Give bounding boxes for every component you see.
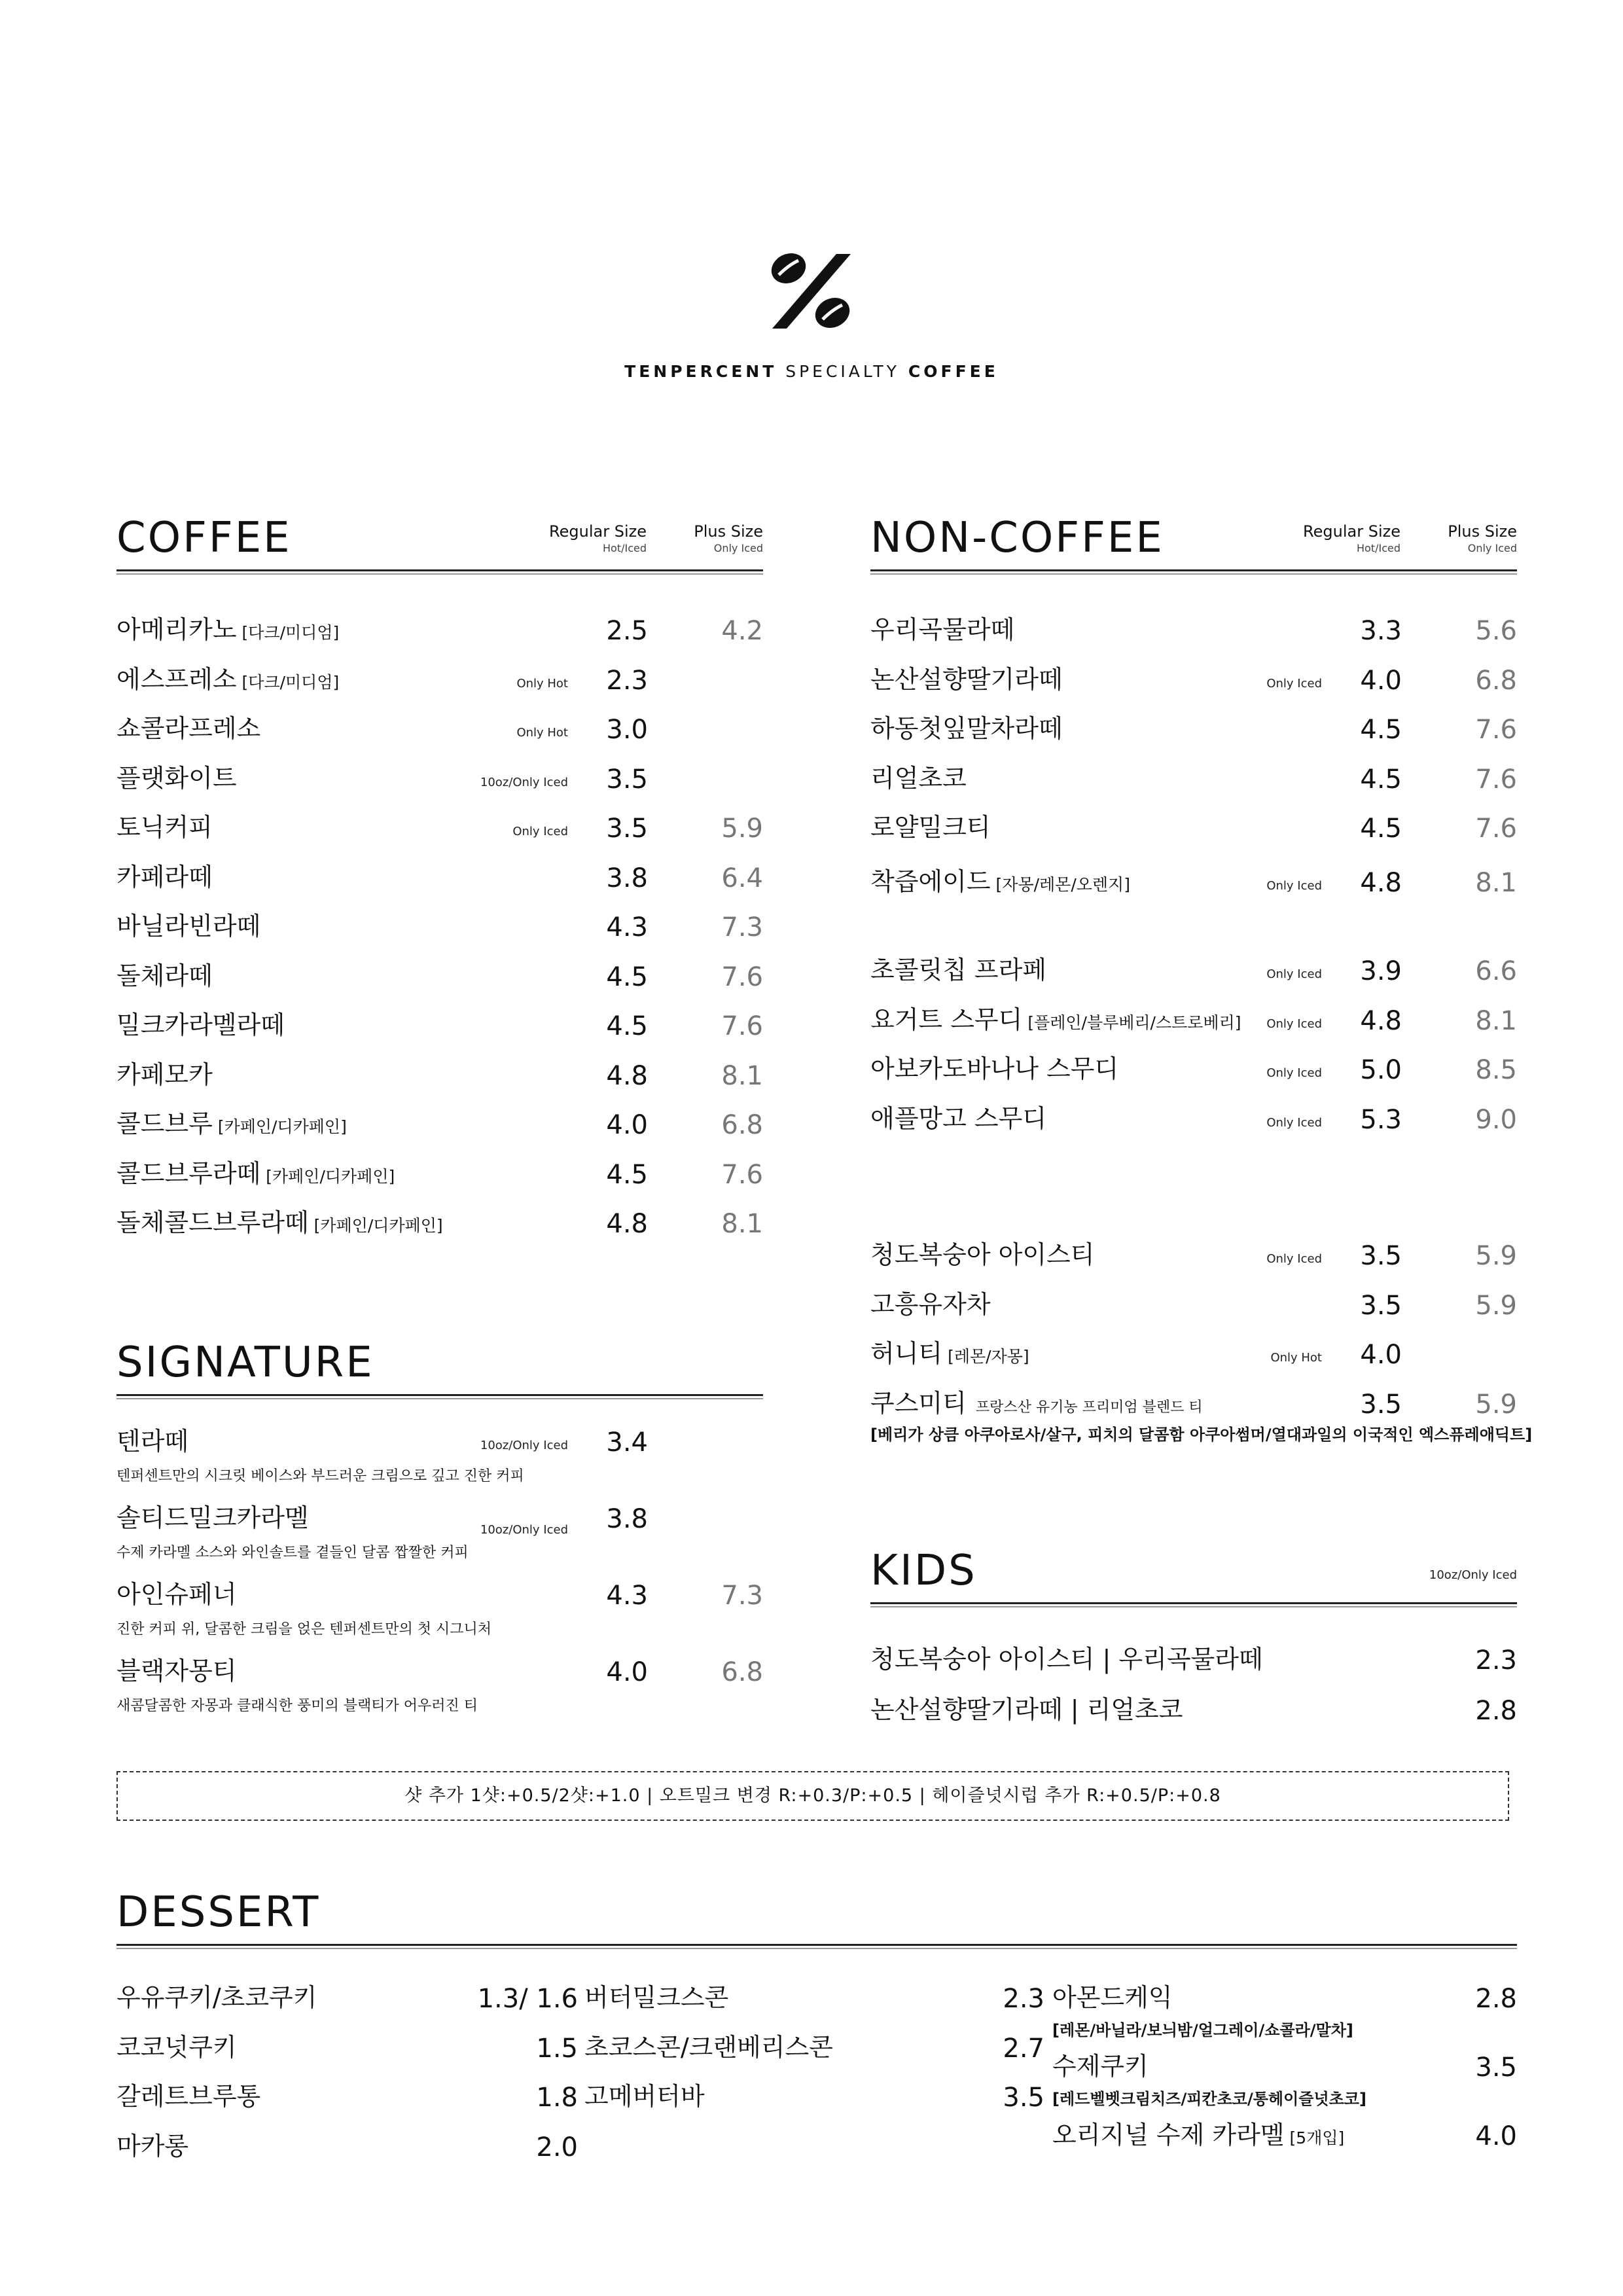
item-name — [116, 1060, 213, 1090]
menu-item[interactable] — [116, 1208, 763, 1247]
item-name — [116, 1427, 188, 1457]
menu-item[interactable] — [116, 665, 763, 704]
regular-price: 4.0 — [1360, 1340, 1402, 1370]
menu-item[interactable] — [870, 1104, 1517, 1143]
menu-item[interactable] — [116, 1657, 763, 1714]
item-name-text: 코코넛쿠키 — [116, 2032, 237, 2062]
item-name — [116, 1011, 285, 1041]
regular-price: 2.5 — [606, 616, 648, 646]
item-name-text: 콜드브루 — [116, 1109, 213, 1138]
item-option: [플레인/블루베리/스트로베리] — [1027, 1013, 1241, 1032]
menu-item[interactable] — [870, 956, 1517, 995]
item-name-text: 초코스콘/크랜베리스콘 — [584, 2032, 833, 2062]
menu-item[interactable] — [116, 1011, 763, 1050]
menu-item[interactable] — [870, 1240, 1517, 1280]
plus-price: 7.6 — [721, 961, 763, 992]
item-name-text: 허니티 — [870, 1339, 943, 1368]
extras-text: 샷 추가 1샷:+0.5/2샷:+1.0 | 오트밀크 변경 R:+0.3/P:+0.5 | 헤이즐넛시럽 추가 R:+0.5/P:+0.8 — [404, 1785, 1221, 1806]
regular-price: 4.8 — [606, 1209, 648, 1239]
item-name — [870, 1290, 991, 1320]
plus-price: 7.3 — [721, 912, 763, 942]
item-options-note: [레몬/바닐라/보늬밤/얼그레이/쇼콜라/말차] — [1052, 2021, 1353, 2039]
item-name-text: 돌체콜드브루라떼 — [116, 1208, 309, 1237]
menu-item[interactable] — [870, 1054, 1517, 1094]
item-option: [다크/미디엄] — [241, 623, 340, 642]
plus-price: 6.6 — [1475, 956, 1517, 986]
menu-item[interactable] — [116, 764, 763, 803]
menu-item[interactable] — [870, 665, 1517, 704]
plus-price: 7.6 — [721, 1159, 763, 1190]
item-note: Only Iced — [1266, 967, 1322, 981]
item-name-text: 토닉커피 — [116, 813, 213, 842]
regular-price: 3.5 — [1360, 1241, 1402, 1271]
item-option: [카페인/디카페인] — [217, 1117, 347, 1136]
dessert-item[interactable] — [1052, 1983, 1517, 2039]
item-name — [870, 813, 991, 843]
item-name — [870, 764, 967, 794]
item-name — [116, 912, 260, 942]
item-options-note: [레드벨벳크림치즈/피칸초코/통헤이즐넛초코] — [1052, 2090, 1366, 2108]
dessert-item[interactable] — [116, 2082, 578, 2121]
regular-price: 3.5 — [606, 814, 648, 844]
dessert-price: 3.5 — [1475, 2053, 1517, 2083]
section-title: COFFEE — [116, 514, 292, 562]
item-name-text: 하동첫잎말차라떼 — [870, 714, 1063, 743]
dessert-price: 3.5 — [1003, 2083, 1044, 2113]
item-name — [116, 1109, 347, 1139]
item-note: Only Hot — [516, 726, 568, 740]
item-name — [116, 2132, 188, 2162]
item-name — [870, 1389, 1203, 1419]
item-name: 청도복숭아 아이스티 | 우리곡물라떼 — [870, 1645, 1263, 1674]
regular-price: 3.4 — [606, 1427, 648, 1458]
item-name-text: 카페모카 — [116, 1060, 213, 1089]
item-note: Only Iced — [1266, 1066, 1322, 1080]
item-name — [116, 813, 213, 843]
item-name — [116, 863, 213, 893]
plus-price: 8.1 — [721, 1209, 763, 1239]
regular-price: 3.5 — [1360, 1290, 1402, 1321]
item-name-text: 쿠스미티 — [870, 1388, 967, 1418]
item-name — [870, 867, 1130, 897]
kids-item[interactable] — [870, 1695, 1517, 1734]
item-name — [1052, 2121, 1344, 2151]
item-name — [116, 2082, 260, 2112]
menu-item[interactable] — [116, 1159, 763, 1198]
menu-item[interactable] — [870, 1290, 1517, 1329]
item-name — [116, 1503, 309, 1534]
menu-item[interactable] — [116, 1503, 763, 1561]
item-name — [1052, 1983, 1173, 2013]
item-name-text: 고메버터바 — [584, 2082, 705, 2111]
menu-item[interactable] — [870, 813, 1517, 852]
item-name — [116, 961, 213, 992]
item-name-text: 아몬드케익 — [1052, 1983, 1173, 2012]
plus-price: 8.5 — [1475, 1055, 1517, 1085]
plus-price: 5.9 — [721, 814, 763, 844]
menu-item[interactable] — [870, 867, 1517, 906]
plus-price: 5.9 — [1475, 1290, 1517, 1321]
plus-price: 8.1 — [721, 1060, 763, 1091]
item-name — [116, 1657, 237, 1687]
plus-price: 6.8 — [721, 1110, 763, 1140]
menu-item[interactable] — [116, 615, 763, 655]
item-name — [116, 665, 339, 695]
coffee-section — [116, 514, 763, 1257]
kids-item[interactable] — [870, 1645, 1517, 1684]
item-option: [5개입] — [1289, 2128, 1345, 2147]
menu-item[interactable] — [116, 961, 763, 1001]
kusmi-note: [베리가 상큼 아쿠아로사/살구, 피치의 달콤함 아쿠아썸머/열대과일의 이국적인 엑스퓨레애딕트] — [870, 1426, 1533, 1444]
item-name-text: 바닐라빈라떼 — [116, 912, 261, 941]
item-name-text: 고흥유자차 — [870, 1289, 991, 1319]
item-note: Only Iced — [1266, 1016, 1322, 1031]
regular-price: 5.0 — [1360, 1055, 1402, 1085]
plus-price: 6.8 — [1475, 665, 1517, 696]
item-name — [1052, 2052, 1149, 2082]
section-rule — [116, 1394, 763, 1399]
item-name — [584, 2033, 833, 2063]
menu-item[interactable] — [870, 714, 1517, 753]
item-option: [레몬/자몽] — [948, 1347, 1029, 1366]
item-note: Only Iced — [1266, 1115, 1322, 1130]
item-option: [카페인/디카페인] — [313, 1216, 443, 1235]
regular-price: 4.8 — [1360, 1005, 1402, 1036]
plus-price: 4.2 — [721, 616, 763, 646]
dessert-price: 2.0 — [536, 2132, 578, 2162]
item-name — [870, 956, 1046, 986]
regular-price: 5.3 — [1360, 1104, 1402, 1135]
kids-note: 10oz/Only Iced — [1429, 1568, 1517, 1582]
menu-item[interactable] — [116, 912, 763, 951]
menu-item[interactable] — [870, 1005, 1517, 1045]
regular-size-header: Regular Size Hot/Iced — [1303, 522, 1400, 554]
item-name-text: 아메리카노 — [116, 615, 237, 644]
dessert-section — [116, 1888, 1517, 2179]
regular-price: 4.5 — [606, 1011, 648, 1041]
section-title: DESSERT — [116, 1888, 321, 1937]
item-name-text: 돌체라떼 — [116, 961, 213, 990]
item-name-text: 청도복숭아 아이스티 — [870, 1240, 1095, 1269]
item-name-text: 블랙자몽티 — [116, 1657, 237, 1685]
regular-price: 4.5 — [606, 1159, 648, 1190]
regular-price: 4.8 — [1360, 868, 1402, 898]
plus-price: 7.6 — [721, 1011, 763, 1041]
item-name-text: 솔티드밀크카라멜 — [116, 1503, 309, 1532]
regular-price: 4.5 — [1360, 715, 1402, 745]
plus-price: 8.1 — [1475, 868, 1517, 898]
plus-size-header: Plus Size Only Iced — [694, 522, 763, 554]
regular-price: 4.0 — [606, 1657, 648, 1687]
item-name-text: 아인슈페너 — [116, 1580, 237, 1609]
item-note: Only Hot — [1270, 1351, 1322, 1365]
plus-price: 5.9 — [1475, 1389, 1517, 1420]
item-name-text: 밀크카라멜라떼 — [116, 1011, 285, 1039]
regular-price: 4.3 — [606, 1581, 648, 1611]
plus-price: 6.4 — [721, 863, 763, 893]
dessert-item[interactable] — [116, 2032, 578, 2072]
menu-item[interactable] — [116, 1109, 763, 1149]
menu-item[interactable] — [116, 863, 763, 902]
dessert-price: 1.5 — [536, 2033, 578, 2064]
regular-price: 3.5 — [606, 764, 648, 795]
item-name — [116, 1159, 395, 1189]
item-name-text: 버터밀크스콘 — [584, 1983, 729, 2012]
item-name-text: 플랫화이트 — [116, 763, 237, 793]
item-name — [870, 615, 1014, 645]
menu-item[interactable] — [116, 813, 763, 852]
item-name — [870, 1104, 1046, 1134]
extras-box — [116, 1771, 1509, 1821]
regular-size-header: Regular Size Hot/Iced — [549, 522, 647, 554]
section-rule — [870, 1602, 1517, 1607]
dessert-price: 2.7 — [1003, 2033, 1044, 2064]
menu-item[interactable] — [116, 1427, 763, 1484]
plus-price: 5.6 — [1475, 616, 1517, 646]
item-name-text: 초콜릿칩 프라페 — [870, 956, 1047, 984]
item-description: 새콤달콤한 자몽과 클래식한 풍미의 블랙티가 어우러진 티 — [116, 1698, 478, 1714]
kids-price: 2.3 — [1475, 1645, 1517, 1676]
item-note: Only Iced — [1266, 1252, 1322, 1266]
item-note: 10oz/Only Iced — [480, 775, 568, 789]
menu-item[interactable] — [116, 1060, 763, 1100]
regular-price: 3.8 — [606, 1504, 648, 1534]
plus-price: 6.8 — [721, 1657, 763, 1687]
plus-price: 7.6 — [1475, 764, 1517, 795]
item-name-text: 에스프레소 — [116, 664, 237, 694]
item-name-text: 논산설향딸기라떼 — [870, 664, 1063, 694]
noncoffee-section — [870, 514, 1533, 1466]
item-name — [116, 764, 237, 794]
item-name — [116, 1208, 443, 1238]
item-name — [116, 714, 260, 744]
item-note: Only Hot — [516, 676, 568, 691]
menu-item[interactable] — [870, 1339, 1517, 1378]
item-name-text: 텐라떼 — [116, 1427, 189, 1456]
plus-price: 7.6 — [1475, 715, 1517, 745]
item-name — [870, 714, 1063, 744]
item-note: 10oz/Only Iced — [480, 1439, 568, 1452]
dessert-price: 2.8 — [1475, 1984, 1517, 2014]
dessert-item[interactable] — [116, 1983, 578, 2022]
regular-price: 4.0 — [606, 1110, 648, 1140]
item-note: Only Iced — [512, 825, 568, 838]
item-name-text: 로얄밀크티 — [870, 813, 991, 842]
item-name-text: 우리곡물라떼 — [870, 615, 1015, 644]
item-name-text: 수제쿠키 — [1052, 2052, 1149, 2081]
section-rule — [870, 569, 1517, 575]
item-name-text: 착즙에이드 — [870, 867, 991, 896]
item-name-text: 마카롱 — [116, 2131, 189, 2161]
item-option: 프랑스산 유기농 프리미엄 블렌드 티 — [975, 1399, 1203, 1416]
regular-price: 2.3 — [606, 665, 648, 696]
plus-price: 5.9 — [1475, 1241, 1517, 1271]
item-note: Only Iced — [1266, 676, 1322, 691]
dessert-item[interactable] — [584, 2082, 1043, 2121]
item-name — [584, 2082, 705, 2112]
percent-coffee-bean-logo-icon — [759, 249, 864, 334]
item-option: [다크/미디엄] — [241, 672, 340, 692]
dessert-price: 2.3 — [1003, 1984, 1044, 2014]
item-name-text: 갈레트브루통 — [116, 2082, 261, 2111]
section-rule — [116, 569, 763, 575]
brand-name: TENPERCENT SPECIALTY COFFEE — [624, 362, 999, 381]
regular-price: 4.5 — [606, 961, 648, 992]
regular-price: 4.5 — [1360, 814, 1402, 844]
section-title: SIGNATURE — [116, 1338, 374, 1387]
regular-price: 4.8 — [606, 1060, 648, 1091]
regular-price: 3.0 — [606, 715, 648, 745]
item-name — [584, 1983, 728, 2013]
item-name-text: 요거트 스무디 — [870, 1005, 1023, 1034]
regular-price: 4.0 — [1360, 665, 1402, 696]
item-description: 수제 카라멜 소스와 와인솔트를 곁들인 달콤 짭짤한 커피 — [116, 1545, 469, 1561]
item-name-text: 아보카도바나나 스무디 — [870, 1054, 1119, 1083]
item-note: 10oz/Only Iced — [480, 1523, 568, 1537]
dessert-item[interactable] — [584, 2033, 1043, 2072]
menu-item[interactable] — [116, 1580, 763, 1638]
dessert-price: 4.0 — [1475, 2121, 1517, 2151]
plus-price: 7.6 — [1475, 814, 1517, 844]
item-name — [116, 1983, 317, 2013]
item-option: [자몽/레몬/오렌지] — [995, 875, 1130, 894]
signature-section — [116, 1338, 763, 1734]
regular-price: 3.3 — [1360, 616, 1402, 646]
kids-price: 2.8 — [1475, 1696, 1517, 1726]
item-name-text: 콜드브루라떼 — [116, 1158, 261, 1188]
dessert-item[interactable] — [116, 2131, 578, 2171]
item-name: 논산설향딸기라떼 | 리얼초코 — [870, 1695, 1183, 1724]
item-name-text: 카페라떼 — [116, 862, 213, 891]
dessert-item[interactable] — [584, 1983, 1043, 2022]
section-rule — [116, 1944, 1517, 1949]
item-name — [116, 615, 339, 645]
section-title: NON-COFFEE — [870, 514, 1164, 562]
plus-price: 9.0 — [1475, 1104, 1517, 1135]
item-option: [카페인/디카페인] — [266, 1166, 395, 1186]
item-description: 진한 커피 위, 달콤한 크림을 얹은 텐퍼센트만의 첫 시그니처 — [116, 1621, 491, 1638]
dessert-item[interactable] — [1052, 2052, 1517, 2108]
plus-price: 7.3 — [721, 1581, 763, 1611]
dessert-price: 1.8 — [536, 2083, 578, 2113]
item-name-text: 애플망고 스무디 — [870, 1103, 1047, 1133]
regular-price: 3.8 — [606, 863, 648, 893]
item-name-text: 리얼초코 — [870, 763, 967, 793]
item-name-text: 우유쿠키/초코쿠키 — [116, 1983, 317, 2012]
regular-price: 3.9 — [1360, 956, 1402, 986]
item-name — [870, 1054, 1118, 1085]
item-name — [870, 1240, 1094, 1270]
dessert-item[interactable] — [1052, 2121, 1517, 2160]
item-name-text: 쇼콜라프레소 — [116, 714, 261, 743]
regular-price: 3.5 — [1360, 1389, 1402, 1420]
item-name — [870, 1339, 1029, 1369]
kids-section — [870, 1547, 1517, 1740]
regular-price: 4.5 — [1360, 764, 1402, 795]
item-description: 텐퍼센트만의 시크릿 베이스와 부드러운 크림으로 깊고 진한 커피 — [116, 1468, 524, 1484]
menu-item[interactable] — [870, 615, 1517, 655]
menu-item[interactable] — [116, 714, 763, 753]
regular-price: 4.3 — [606, 912, 648, 942]
item-note: Only Iced — [1266, 879, 1322, 893]
plus-price: 8.1 — [1475, 1005, 1517, 1036]
item-name — [870, 665, 1063, 695]
section-title: KIDS — [870, 1547, 977, 1595]
dessert-price: 1.3/ 1.6 — [477, 1984, 578, 2014]
item-name — [116, 1580, 237, 1610]
plus-size-header: Plus Size Only Iced — [1448, 522, 1517, 554]
menu-item[interactable] — [870, 764, 1517, 803]
item-name-text: 오리지널 수제 카라멜 — [1052, 2121, 1285, 2149]
item-name — [116, 2033, 237, 2063]
